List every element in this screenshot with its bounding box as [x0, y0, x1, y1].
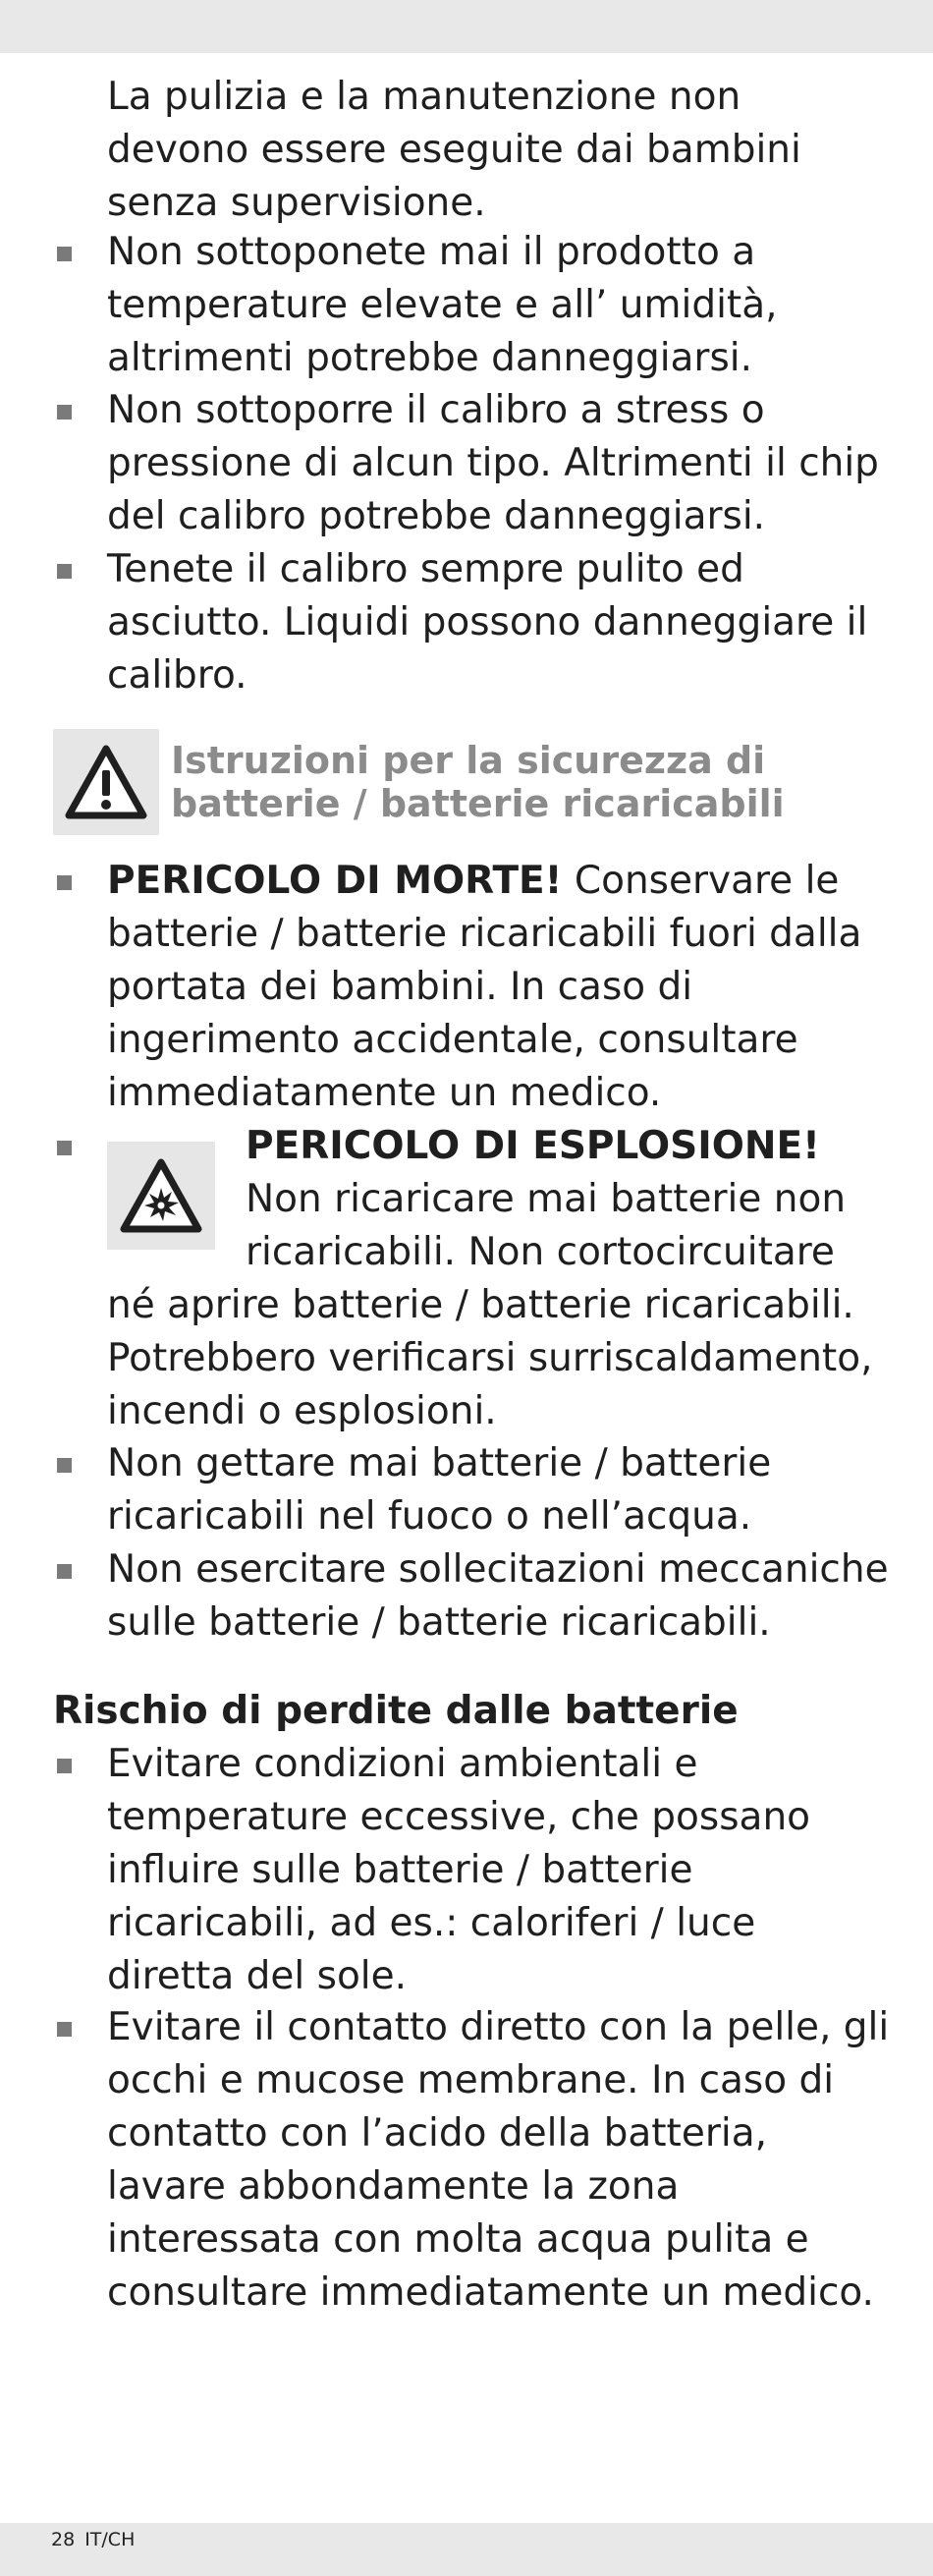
danger-death-text: Conservare le batterie / batterie ricaricabili fuori dalla portata dei bambini. In caso di ingerimento accidentale, consultare immediatamente un medico.: [107, 859, 862, 1115]
bullet-marker: [57, 1564, 72, 1579]
warning-triangle-icon: [65, 745, 147, 819]
danger-explosion-text: né aprire batterie / batterie ricaricabili. Potrebbero verificarsi surriscaldamento, incendi o esplosioni.: [107, 1283, 873, 1433]
leak-heading: Rischio di perdite dalle batterie: [53, 1689, 739, 1733]
bullet-marker: [57, 1759, 72, 1773]
danger-explosion-line: ricaricabili. Non cortocircuitare: [246, 1230, 835, 1274]
safety-heading: Istruzioni per la sicurezza di batterie / batterie ricaricabili: [171, 739, 785, 825]
page-footer: [51, 2529, 144, 2550]
list-item: Non sottoporre il calibro a stress o pressione di alcun tipo. Altrimenti il chip del calibro potrebbe danneggiarsi.: [107, 388, 879, 538]
list-item: Evitare il contatto diretto con la pelle, gli occhi e mucose membrane. In caso di contatto con l’acido della batteria, lavare abbondamente la zona interessata con molta acqua pulita e consultare immediatamente un medico.: [107, 2005, 890, 2315]
danger-death-item: [107, 855, 893, 1120]
page-number: 28: [51, 2529, 76, 2550]
explosion-icon-box: [107, 1142, 215, 1250]
bullet-marker: [57, 564, 72, 579]
list-item: Non esercitare sollecitazioni meccaniche sulle batterie / batterie ricaricabili.: [107, 1547, 889, 1645]
list-item: Non sottoponete mai il prodotto a temperature elevate e all’ umidità, altrimenti potrebbe danneggiarsi.: [107, 230, 778, 380]
bullet-marker: [57, 1458, 72, 1473]
danger-death-label: PERICOLO DI MORTE!: [107, 859, 563, 903]
language-code: IT/CH: [84, 2529, 136, 2550]
bullet-marker: [57, 875, 72, 890]
bullet-marker: [57, 247, 72, 261]
bullet-marker: [57, 405, 72, 420]
warning-icon-box: [53, 729, 159, 835]
bullet-marker: [57, 2022, 72, 2037]
danger-explosion-label: PERICOLO DI ESPLOSIONE!: [246, 1124, 820, 1168]
top-margin-bar: [0, 0, 933, 53]
intro-paragraph: La pulizia e la manutenzione non devono essere eseguite dai bambini senza supervisione.: [107, 75, 801, 225]
danger-explosion-line: Non ricaricare mai batterie non: [246, 1177, 847, 1221]
list-item: Non gettare mai batterie / batterie ricaricabili nel fuoco o nell’acqua.: [107, 1441, 772, 1539]
list-item: Evitare condizioni ambientali e temperature eccessive, che possano influire sulle batterie / batterie ricaricabili, ad es.: caloriferi / luce diretta del sole.: [107, 1742, 811, 1998]
bullet-marker: [57, 1141, 72, 1155]
list-item: Tenete il calibro sempre pulito ed asciutto. Liquidi possono danneggiare il calibro.: [107, 547, 868, 698]
explosion-hazard-icon: [120, 1158, 202, 1233]
